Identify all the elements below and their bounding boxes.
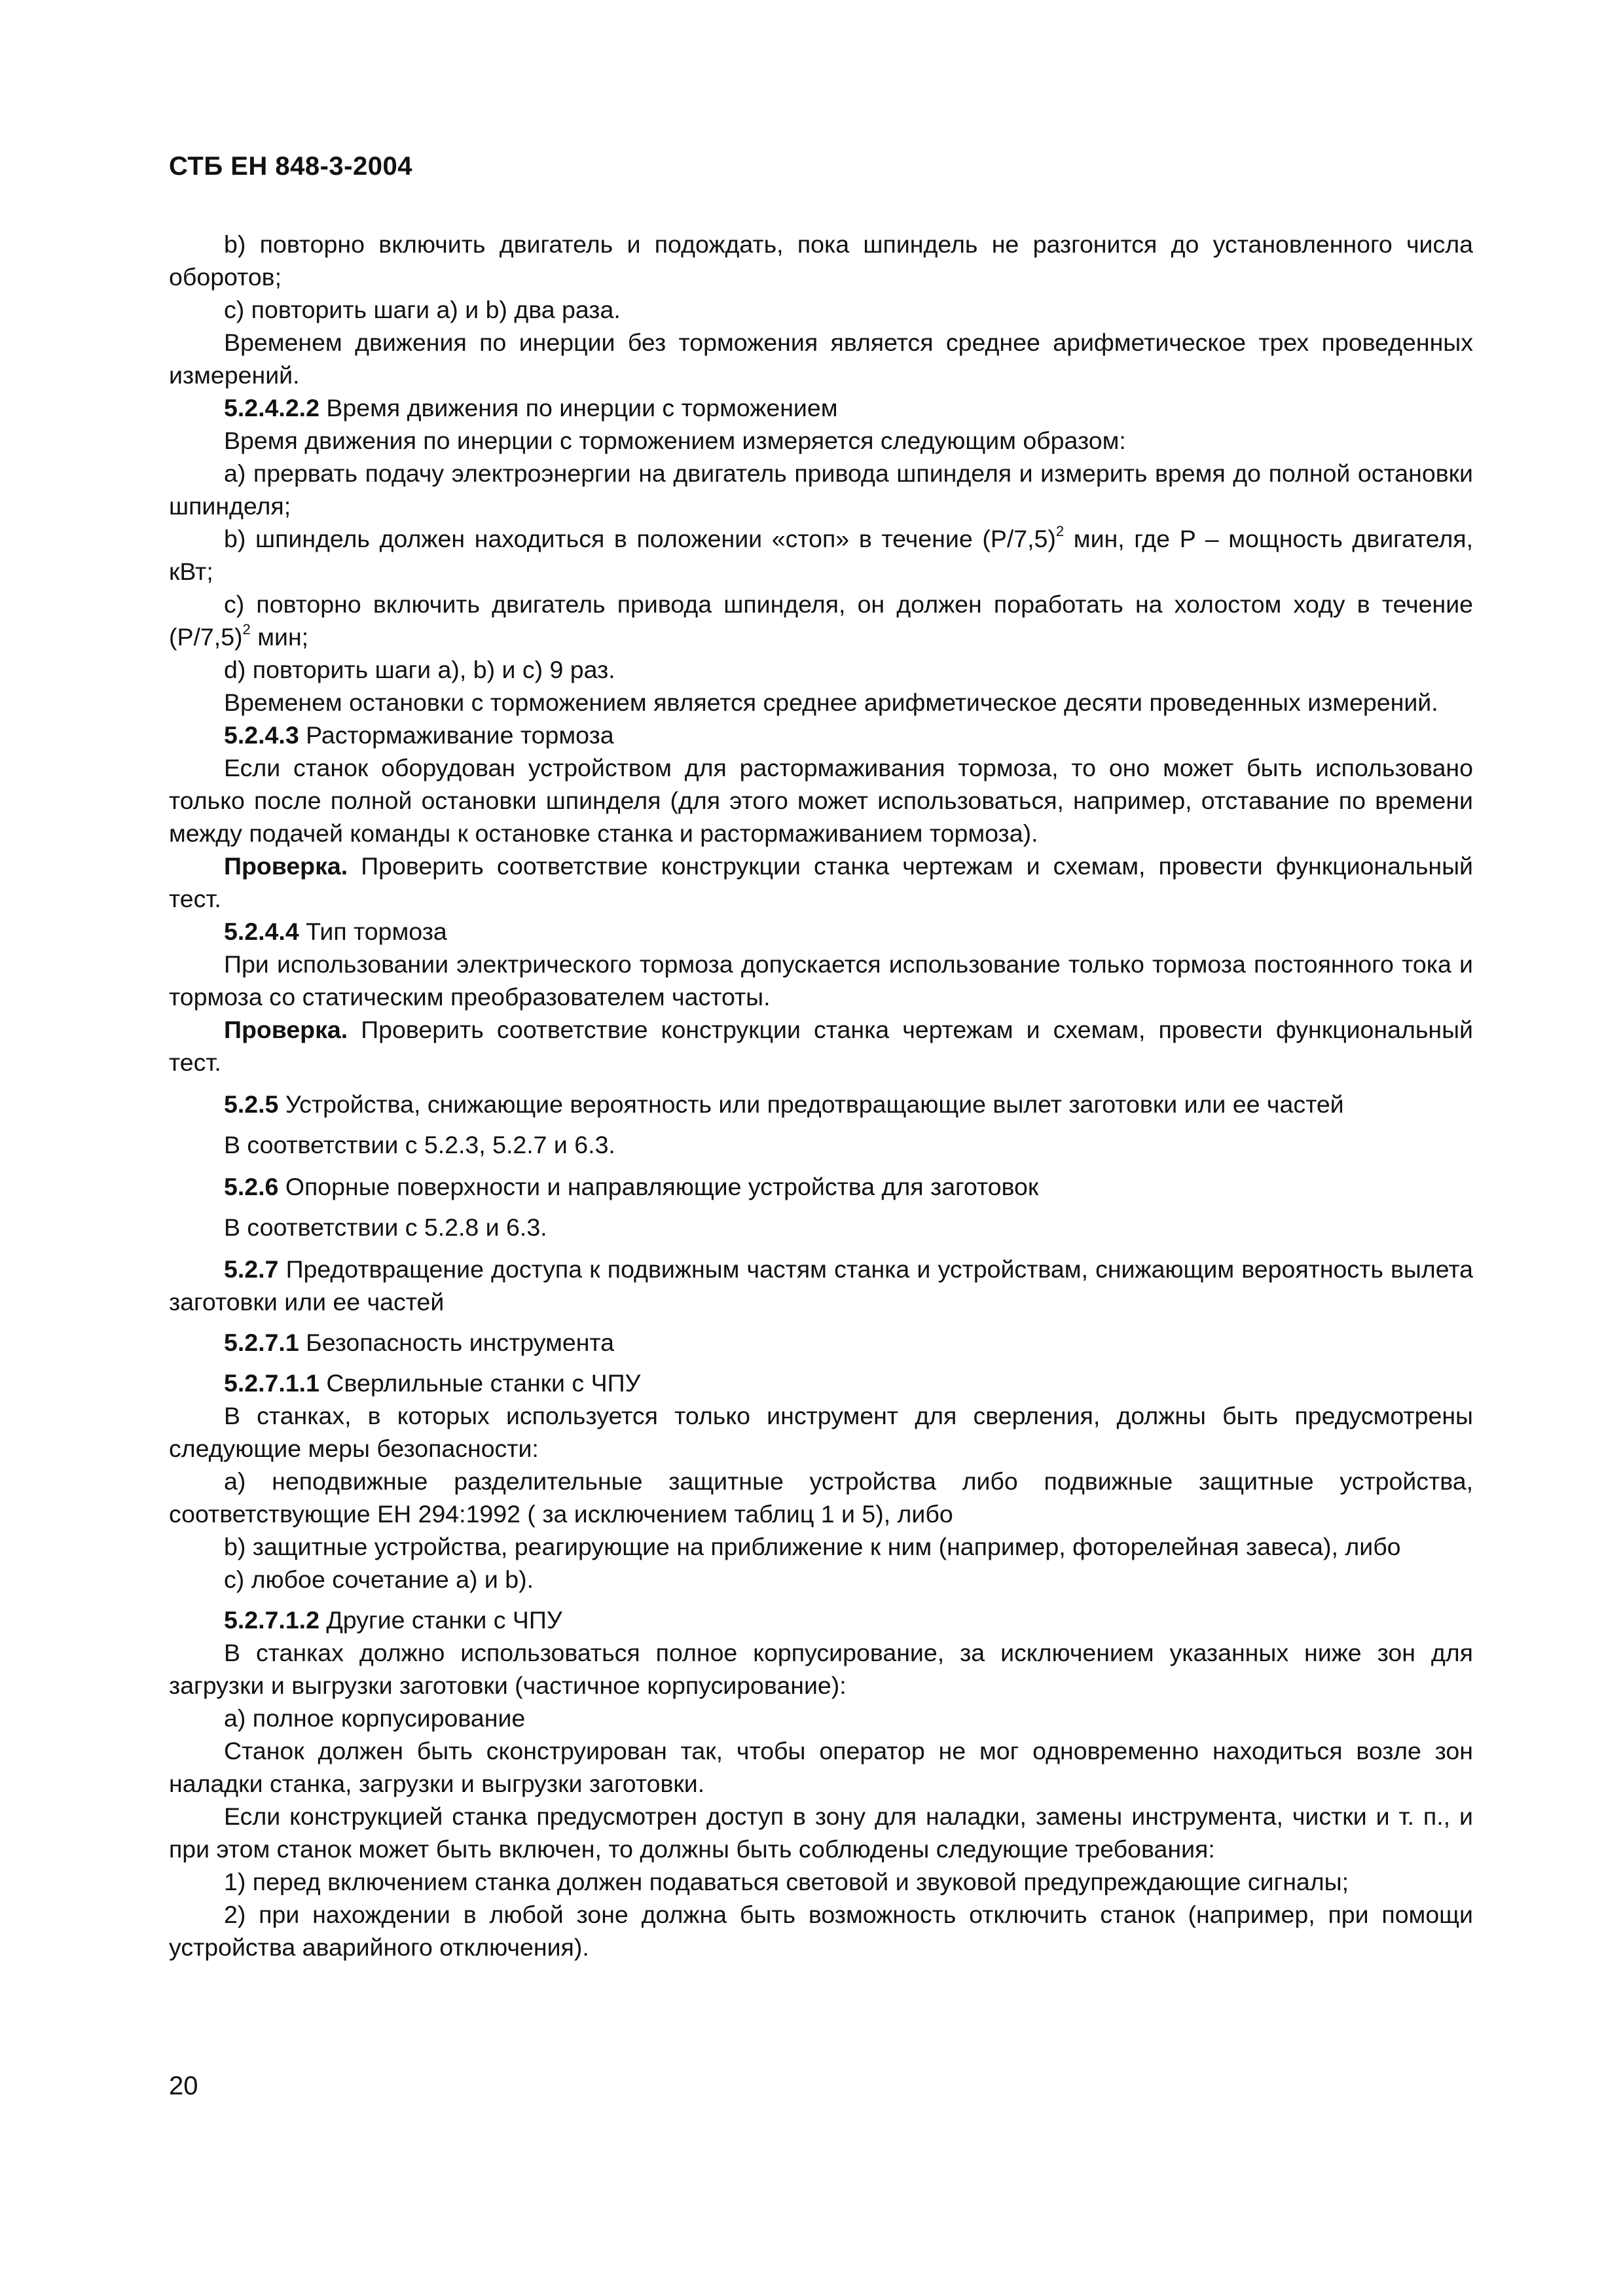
superscript: 2 (242, 620, 251, 637)
paragraph: c) любое сочетание a) и b). (224, 1566, 534, 1593)
text: мин; (250, 623, 309, 651)
section-number: 5.2.7.1.2 (224, 1606, 319, 1634)
text: c) повторно включить двигатель привода шпинделя, он должен поработать на холостом ходу в течение (P/7,5) (169, 590, 1473, 651)
section-number: 5.2.4.3 (224, 721, 299, 749)
section-number: 5.2.7 (224, 1255, 279, 1283)
paragraph (169, 1013, 1473, 1079)
page-number: 20 (169, 2072, 198, 2100)
paragraph: В соответствии с 5.2.3, 5.2.7 и 6.3. (224, 1131, 615, 1158)
section-heading (169, 1253, 1473, 1318)
paragraph: В соответствии с 5.2.8 и 6.3. (224, 1213, 547, 1241)
paragraph: a) полное корпусирование (224, 1704, 526, 1732)
paragraph: При использовании электрического тормоза допускается использование только тормоза постоянного тока и тормоза со статическим преобразователем частоты. (169, 950, 1473, 1011)
section-heading (169, 1326, 1473, 1359)
section-heading (169, 1170, 1473, 1203)
section-heading (169, 719, 1473, 751)
section-heading (169, 1088, 1473, 1121)
text: Проверить соответствие конструкции станка чертежам и схемам, провести функциональный тест. (169, 852, 1473, 912)
check-label: Проверка. (224, 852, 348, 880)
section-title: Сверлильные станки с ЧПУ (326, 1369, 641, 1397)
section-title: Тип тормоза (306, 918, 447, 945)
section-number: 5.2.4.2.2 (224, 394, 319, 422)
paragraph: d) повторить шаги a), b) и c) 9 раз. (224, 656, 615, 683)
text: мин, где P – мощность двигателя, кВт; (169, 525, 1473, 585)
paragraph: b) повторно включить двигатель и подождать, пока шпиндель не разгонится до установленного числа оборотов; (169, 230, 1473, 291)
paragraph: c) повторить шаги a) и b) два раза. (224, 296, 621, 323)
paragraph: Время движения по инерции с торможением измеряется следующим образом: (224, 427, 1126, 454)
paragraph (169, 850, 1473, 915)
paragraph: Временем остановки с торможением является среднее арифметическое десяти проведенных измерений. (224, 689, 1438, 716)
paragraph: Станок должен быть сконструирован так, чтобы оператор не мог одновременно находиться возле зон наладки станка, загрузки и выгрузки заготовки. (169, 1737, 1473, 1797)
paragraph: a) неподвижные разделительные защитные устройства либо подвижные защитные устройства, соответствующие ЕН 294:1992 ( за исключением таблиц 1 и 5), либо (169, 1467, 1473, 1528)
paragraph: 1) перед включением станка должен подаваться световой и звуковой предупреждающие сигналы; (224, 1868, 1349, 1895)
section-heading (169, 1604, 1473, 1636)
text: b) шпиндель должен находиться в положении «стоп» в течение (P/7,5) (224, 525, 1056, 552)
check-label: Проверка. (224, 1016, 348, 1043)
section-title: Другие станки с ЧПУ (326, 1606, 562, 1634)
document-body (169, 228, 1473, 1964)
section-number: 5.2.7.1.1 (224, 1369, 319, 1397)
superscript: 2 (1055, 522, 1065, 539)
section-title: Время движения по инерции с торможением (326, 394, 838, 422)
section-number: 5.2.5 (224, 1090, 279, 1118)
section-number: 5.2.4.4 (224, 918, 299, 945)
section-heading (169, 915, 1473, 948)
document-header: СТБ ЕН 848-3-2004 (169, 152, 412, 181)
section-heading (169, 391, 1473, 424)
text: Проверить соответствие конструкции станка чертежам и схемам, провести функциональный тест. (169, 1016, 1473, 1076)
section-number: 5.2.7.1 (224, 1329, 299, 1356)
section-title: Растормаживание тормоза (306, 721, 614, 749)
section-heading (169, 1367, 1473, 1399)
paragraph (169, 588, 1473, 653)
section-number: 5.2.6 (224, 1173, 279, 1200)
paragraph: Если конструкцией станка предусмотрен доступ в зону для наладки, замены инструмента, чистки и т. п., и при этом станок может быть включен, то должны быть соблюдены следующие требования: (169, 1803, 1473, 1863)
section-title: Безопасность инструмента (306, 1329, 615, 1356)
section-title: Устройства, снижающие вероятность или предотвращающие вылет заготовки или ее частей (285, 1090, 1344, 1118)
paragraph: В станках должно использоваться полное корпусирование, за исключением указанных ниже зон для загрузки и выгрузки заготовки (частичное корпусирование): (169, 1639, 1473, 1699)
section-title: Опорные поверхности и направляющие устройства для заготовок (285, 1173, 1039, 1200)
paragraph: Если станок оборудован устройством для растормаживания тормоза, то оно может быть использовано только после полной остановки шпинделя (для этого может использоваться, например, отставание по времени между подачей команды к остановке станка и растормаживанием тормоза). (169, 754, 1473, 847)
paragraph: b) защитные устройства, реагирующие на приближение к ним (например, фоторелейная завеса), либо (224, 1533, 1401, 1560)
section-title: Предотвращение доступа к подвижным частям станка и устройствам, снижающим вероятность вылета заготовки или ее частей (169, 1255, 1473, 1316)
paragraph (169, 522, 1473, 588)
paragraph: a) прервать подачу электроэнергии на двигатель привода шпинделя и измерить время до полной остановки шпинделя; (169, 459, 1473, 520)
paragraph: В станках, в которых используется только инструмент для сверления, должны быть предусмотрены следующие меры безопасности: (169, 1402, 1473, 1462)
paragraph: Временем движения по инерции без торможения является среднее арифметическое трех проведенных измерений. (169, 329, 1473, 389)
paragraph: 2) при нахождении в любой зоне должна быть возможность отключить станок (например, при помощи устройства аварийного отключения). (169, 1901, 1473, 1961)
